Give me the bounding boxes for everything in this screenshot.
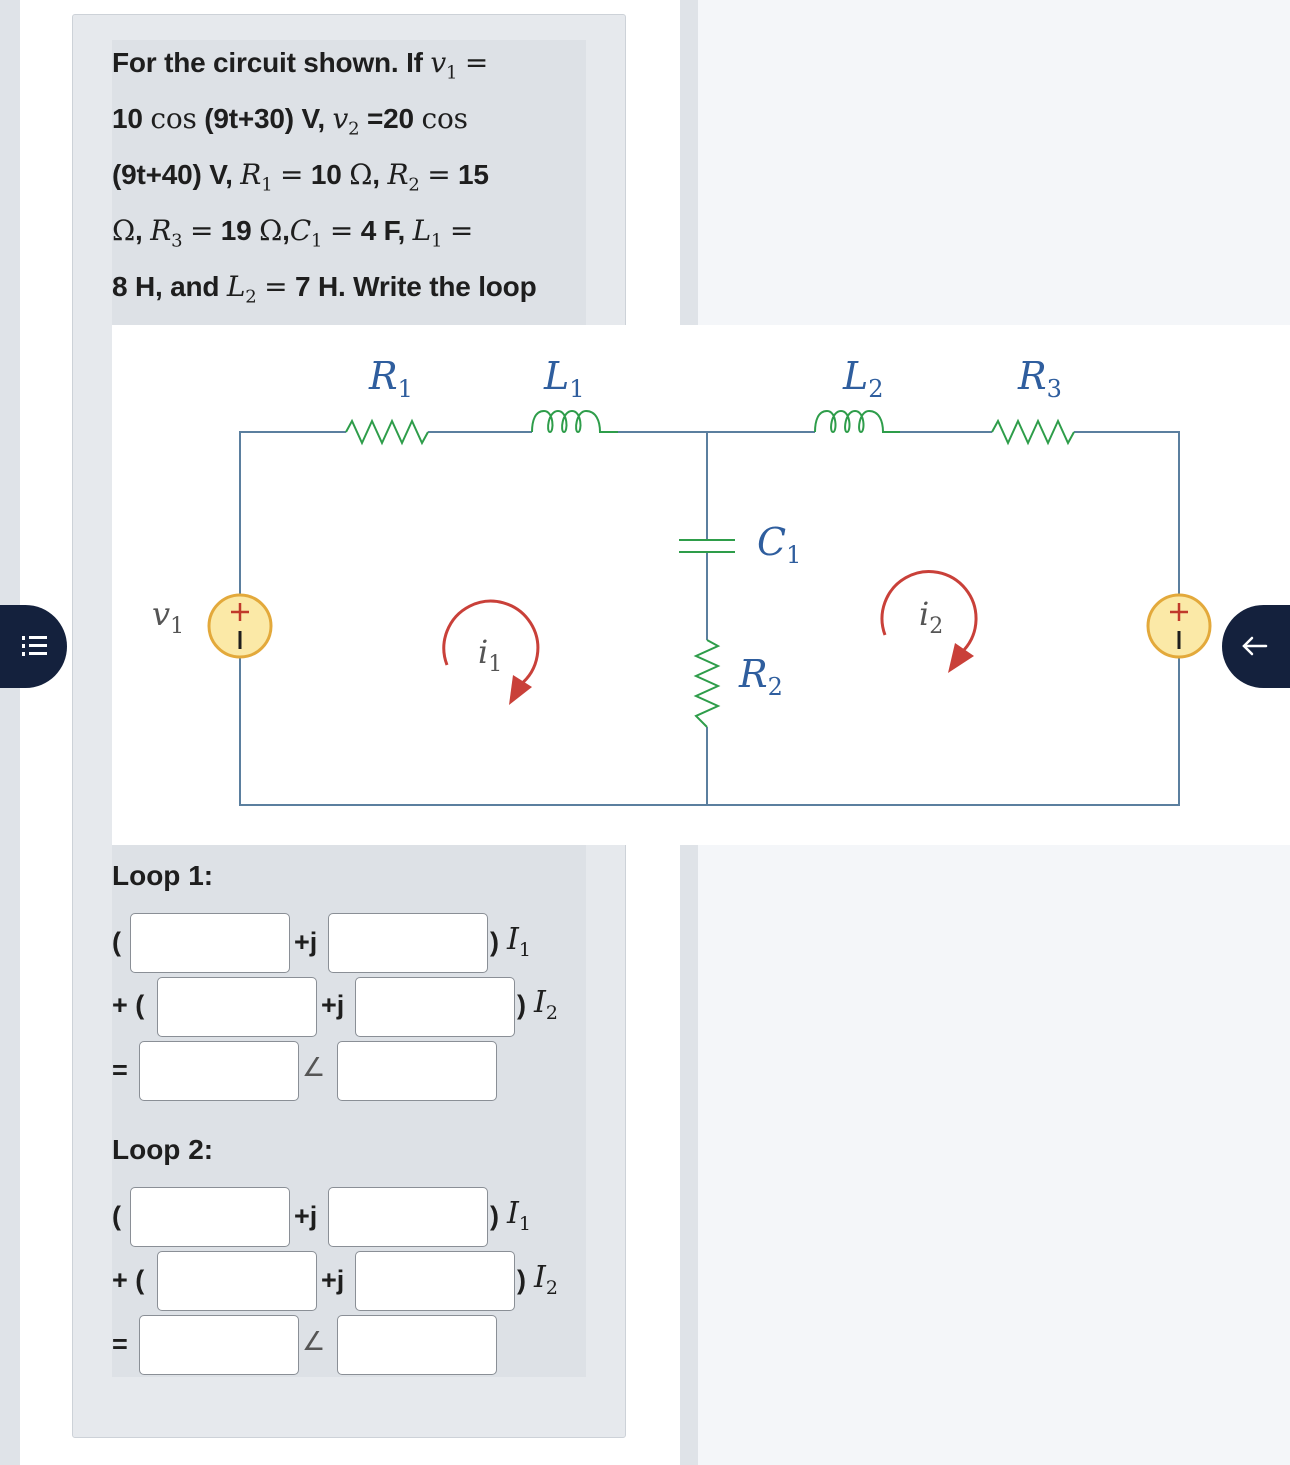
loop1-i1-imag-input[interactable] xyxy=(328,913,488,973)
loop2-plus-open-paren: + ( xyxy=(112,1265,145,1295)
resistor-r1 xyxy=(346,421,428,443)
loop1-current-i1: $I_1$ xyxy=(507,922,531,961)
loop1-current-i2: $I_2$ xyxy=(534,985,558,1024)
loop2-rhs-magnitude-input[interactable] xyxy=(139,1315,299,1375)
loop1-i1-real-input[interactable] xyxy=(130,913,290,973)
loop1-title: Loop 1: xyxy=(112,860,214,891)
loop2-rhs-angle-input[interactable] xyxy=(337,1315,497,1375)
inductor-l1 xyxy=(532,411,618,432)
resistor-r3 xyxy=(992,421,1074,443)
loop2-current-i2: $I_2$ xyxy=(534,1260,558,1299)
circuit-figure xyxy=(112,325,1290,845)
loop2-i1-real-input[interactable] xyxy=(130,1187,290,1247)
label-i1: $i_1$ xyxy=(478,633,503,677)
loop1-close-paren-2: ) xyxy=(517,990,526,1020)
voltage-source-v1 xyxy=(209,595,271,657)
label-i2: $i_2$ xyxy=(919,595,944,639)
loop1-i2-imag-input[interactable] xyxy=(355,977,515,1037)
loop2-title: Loop 2: xyxy=(112,1134,214,1165)
loop2-i1-imag-input[interactable] xyxy=(328,1187,488,1247)
capacitor-c1 xyxy=(679,540,735,552)
loop1-plus-open-paren: + ( xyxy=(112,990,145,1020)
loop1-angle-symbol: ∠ xyxy=(302,1052,326,1082)
left-gutter xyxy=(0,0,20,1465)
loop1-rhs-angle-input[interactable] xyxy=(337,1041,497,1101)
loop2-current-i1: $I_1$ xyxy=(507,1196,531,1235)
label-r2: $R_2$ xyxy=(739,652,783,701)
arrow-left-icon xyxy=(1222,605,1290,688)
voltage-source-v2 xyxy=(1148,595,1210,657)
loop2-close-paren-2: ) xyxy=(517,1265,526,1295)
loop2-i2-real-input[interactable] xyxy=(157,1251,317,1311)
inductor-l2 xyxy=(815,411,900,432)
label-r3: $R_3$ xyxy=(1018,354,1062,403)
label-c1: $C_1$ xyxy=(757,520,802,569)
circuit-wires xyxy=(240,432,1179,805)
circuit-diagram xyxy=(112,325,1290,845)
question-list-button[interactable] xyxy=(0,605,67,688)
loop2-angle-symbol: ∠ xyxy=(302,1326,326,1356)
loop2-equals: = xyxy=(112,1329,128,1359)
loop1-plus-j-1: +j xyxy=(294,927,318,957)
list-icon xyxy=(0,605,67,688)
panel-back-button[interactable] xyxy=(1222,605,1290,688)
loop2-i2-imag-input[interactable] xyxy=(355,1251,515,1311)
loop1-equals: = xyxy=(112,1055,128,1085)
loop2-close-paren-1: ) xyxy=(490,1201,499,1231)
loop1-close-paren-1: ) xyxy=(490,927,499,957)
loop2-open-paren: ( xyxy=(112,1201,121,1231)
label-l1: $L_1$ xyxy=(544,354,585,403)
loop1-open-paren: ( xyxy=(112,927,121,957)
label-v1: $v_1$ xyxy=(152,595,185,639)
loop1-i2-real-input[interactable] xyxy=(157,977,317,1037)
loop1-plus-j-2: +j xyxy=(321,990,345,1020)
loop1-rhs-magnitude-input[interactable] xyxy=(139,1041,299,1101)
label-l2: $L_2$ xyxy=(843,354,884,403)
loop2-plus-j-2: +j xyxy=(321,1265,345,1295)
loop2-plus-j-1: +j xyxy=(294,1201,318,1231)
label-r1: $R_1$ xyxy=(369,354,413,403)
resistor-r2 xyxy=(696,640,718,727)
question-text: For the circuit shown. If $v_1$ = 10 cos (9t+30) V, $v_2 =20$ cos (9t+40) V, $R_1 = 10$ Ω, $R_2 = 15$ Ω, $R_3 = 19$ $\Omega,C_1 = 4$ F, $L_1$ = 8 H, and $L_2 = 7$ H. Write the loop xyxy=(112,40,602,370)
